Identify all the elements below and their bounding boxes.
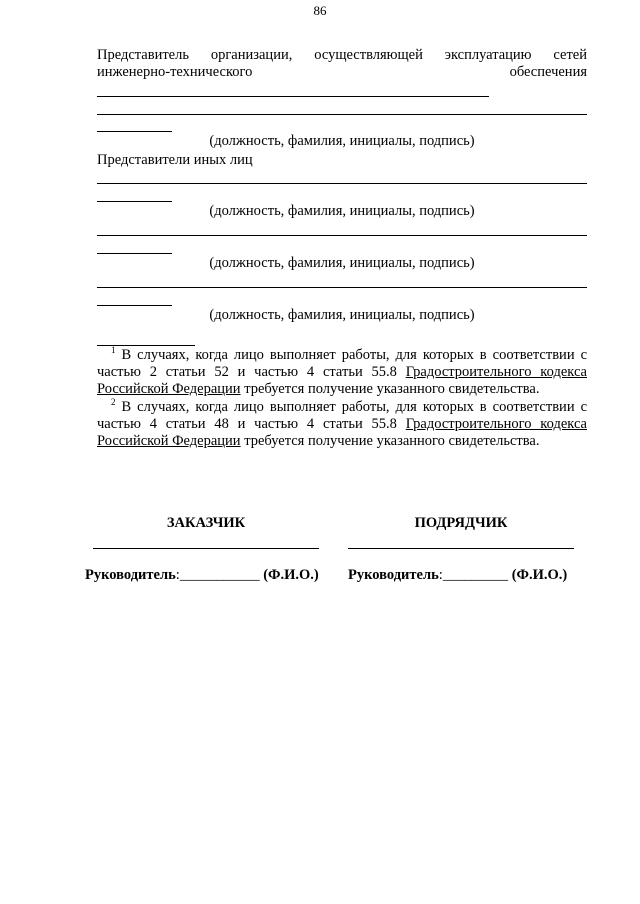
- page-number: 86: [313, 3, 327, 18]
- customer-head-colon: :: [175, 567, 180, 583]
- operator-rep-line2: [97, 64, 587, 81]
- signature-line-short: [97, 201, 172, 202]
- contractor-title: ПОДРЯДЧИК: [414, 515, 508, 531]
- other-reps-label: Представители иных лиц: [97, 152, 253, 168]
- signature-line: [97, 96, 489, 97]
- signature-line: [97, 114, 587, 115]
- customer-head-blank: ___________: [179, 567, 260, 583]
- signature-caption: (должность, фамилия, инициалы, подпись): [209, 133, 475, 149]
- customer-title: ЗАКАЗЧИК: [166, 515, 246, 531]
- footnote-link[interactable]: Градостроительного кодекса Российской Федерации: [97, 416, 587, 449]
- customer-signature-line: [93, 548, 319, 549]
- contractor-head-line: [348, 567, 567, 584]
- footnote-mark: 2: [111, 397, 116, 408]
- contractor-head-colon: :: [438, 567, 443, 583]
- signature-line-short: [97, 253, 172, 254]
- footnote-mark: 1: [111, 345, 116, 356]
- customer-head-line: [85, 567, 319, 584]
- footnote-link[interactable]: Градостроительного кодекса Российской Федерации: [97, 364, 587, 397]
- footnote-text: требуется получение указанного свидетельства.: [240, 433, 540, 449]
- operator-rep-line1: Представитель организации, осуществляющей эксплуатацию сетей: [97, 47, 587, 63]
- contractor-fio: (Ф.И.О.): [511, 567, 568, 583]
- footnote-text: В случаях, когда лицо выполняет работы, для которых в соответствии с частью 2 статьи 52 и частью 4 статьи 55.8: [97, 347, 587, 380]
- contractor-head-blank: _________: [442, 567, 509, 583]
- operator-rep-line2-left: инженерно-технического: [97, 64, 253, 80]
- customer-head-label: Руководитель: [85, 567, 176, 583]
- customer-fio: (Ф.И.О.): [263, 567, 319, 583]
- signature-line: [97, 287, 587, 288]
- signature-line-short: [97, 305, 172, 306]
- footnote-1: [97, 347, 587, 398]
- signature-caption: (должность, фамилия, инициалы, подпись): [209, 203, 475, 219]
- signature-line: [97, 235, 587, 236]
- footnote-text: В случаях, когда лицо выполняет работы, для которых в соответствии с частью 4 статьи 48 и частью 4 статьи 55.8: [97, 399, 587, 432]
- contractor-signature-line: [348, 548, 574, 549]
- footnote-2: [97, 399, 587, 450]
- contractor-head-label: Руководитель: [348, 567, 439, 583]
- signature-line-short: [97, 131, 172, 132]
- footnote-text: требуется получение указанного свидетельства.: [240, 381, 540, 397]
- signature-line: [97, 183, 587, 184]
- signature-caption: (должность, фамилия, инициалы, подпись): [209, 255, 475, 271]
- signature-caption: (должность, фамилия, инициалы, подпись): [209, 307, 475, 323]
- operator-rep-line2-right: обеспечения: [509, 64, 587, 80]
